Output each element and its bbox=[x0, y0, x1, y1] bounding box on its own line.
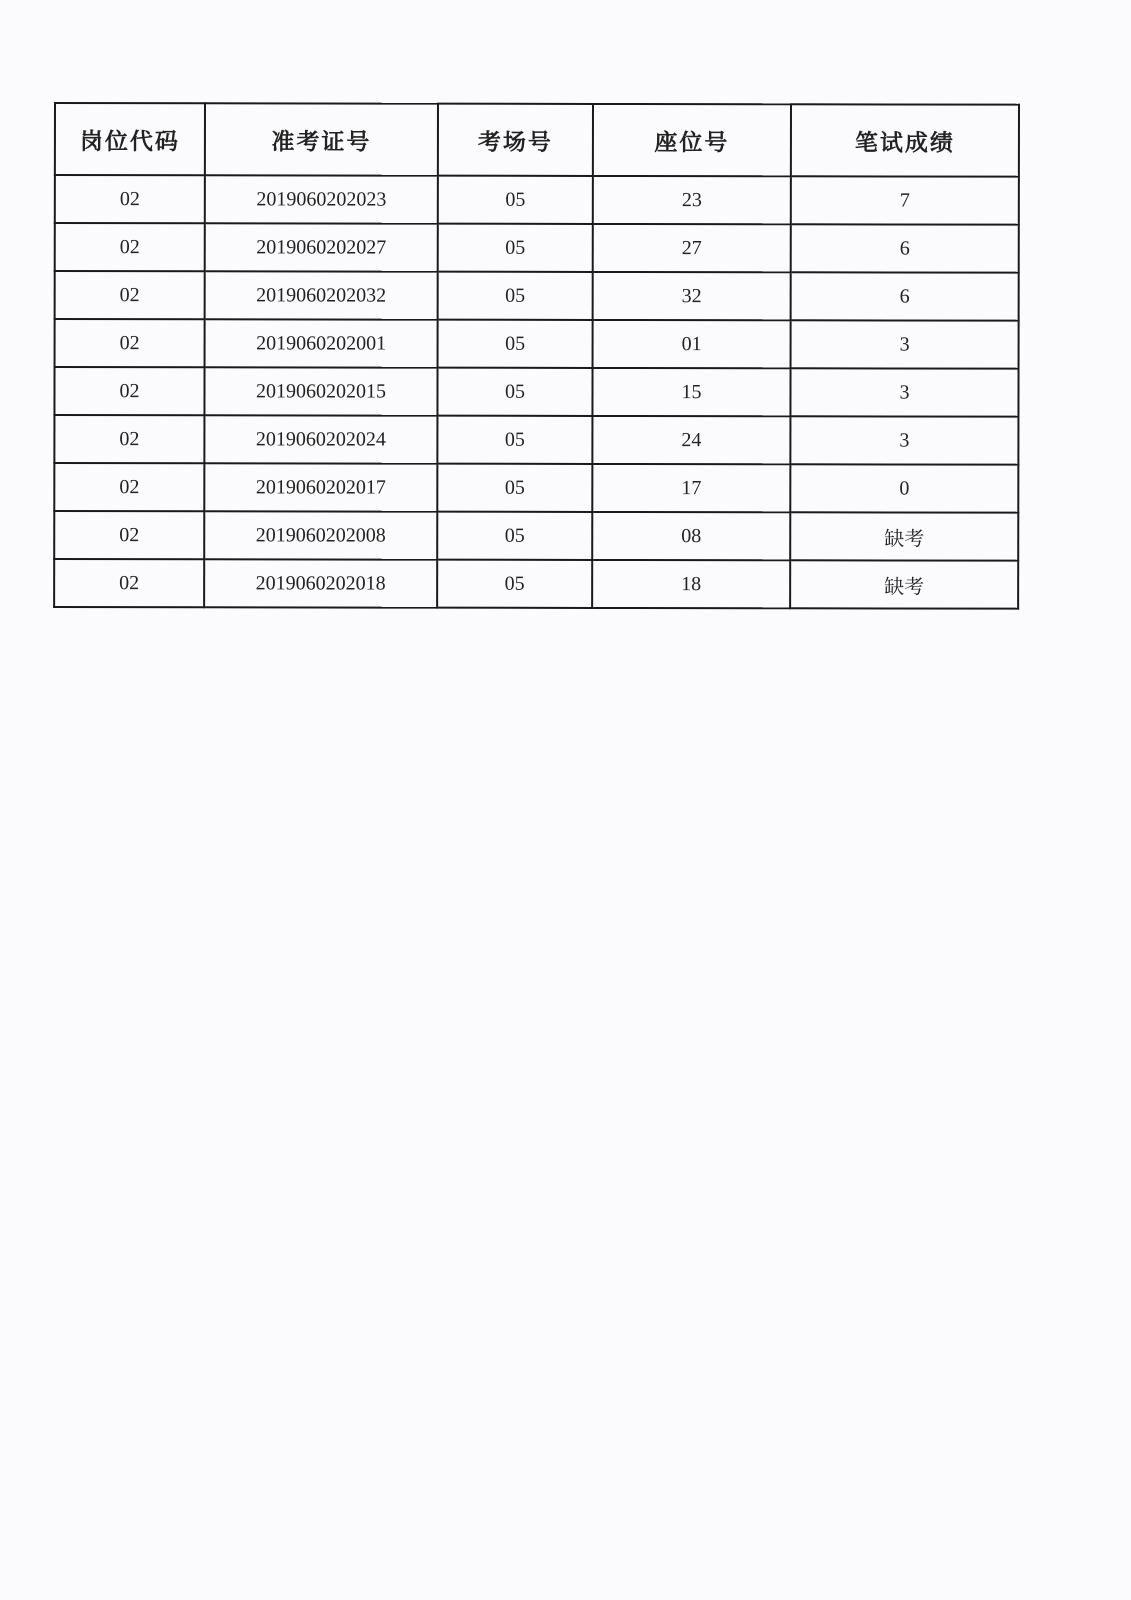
cell-exam-room-number: 05 bbox=[437, 512, 592, 560]
cell-admission-ticket-number: 2019060202032 bbox=[205, 271, 438, 319]
cell-seat-number: 18 bbox=[592, 560, 790, 608]
cell-seat-number: 24 bbox=[592, 416, 790, 464]
cell-seat-number: 15 bbox=[592, 368, 790, 416]
cell-admission-ticket-number: 2019060202008 bbox=[204, 511, 437, 559]
cell-admission-ticket-number: 2019060202023 bbox=[205, 175, 438, 223]
cell-position-code: 02 bbox=[55, 175, 205, 223]
table-row bbox=[54, 415, 1018, 465]
cell-admission-ticket-number: 2019060202027 bbox=[205, 223, 438, 271]
cell-seat-number: 23 bbox=[593, 176, 791, 224]
cell-position-code: 02 bbox=[54, 559, 204, 607]
table-row bbox=[54, 463, 1018, 513]
header-written-score: 笔试成绩 bbox=[791, 104, 1019, 176]
cell-exam-room-number: 05 bbox=[438, 224, 593, 272]
table-row bbox=[55, 271, 1019, 321]
header-position-code: 岗位代码 bbox=[55, 103, 205, 175]
cell-written-score: 缺考 bbox=[790, 560, 1018, 608]
cell-admission-ticket-number: 2019060202015 bbox=[204, 367, 437, 415]
cell-written-score: 3 bbox=[790, 416, 1018, 464]
cell-seat-number: 32 bbox=[593, 272, 791, 320]
table-header-row bbox=[55, 103, 1019, 177]
table-row bbox=[55, 175, 1019, 225]
score-table bbox=[53, 102, 1020, 610]
cell-written-score: 6 bbox=[791, 224, 1019, 272]
cell-exam-room-number: 05 bbox=[437, 464, 592, 512]
cell-admission-ticket-number: 2019060202018 bbox=[204, 559, 437, 607]
cell-written-score: 6 bbox=[791, 272, 1019, 320]
cell-exam-room-number: 05 bbox=[437, 416, 592, 464]
table-row bbox=[55, 223, 1019, 273]
cell-exam-room-number: 05 bbox=[438, 272, 593, 320]
cell-written-score: 3 bbox=[790, 368, 1018, 416]
cell-written-score: 7 bbox=[791, 176, 1019, 224]
table-row bbox=[55, 319, 1019, 369]
cell-admission-ticket-number: 2019060202017 bbox=[204, 463, 437, 511]
cell-position-code: 02 bbox=[54, 511, 204, 559]
cell-seat-number: 08 bbox=[592, 512, 790, 560]
cell-written-score: 0 bbox=[790, 464, 1018, 512]
cell-exam-room-number: 05 bbox=[437, 368, 592, 416]
cell-position-code: 02 bbox=[55, 271, 205, 319]
cell-exam-room-number: 05 bbox=[437, 560, 592, 608]
table-row bbox=[54, 511, 1018, 561]
header-admission-ticket-number: 准考证号 bbox=[205, 103, 438, 175]
cell-position-code: 02 bbox=[54, 415, 204, 463]
cell-exam-room-number: 05 bbox=[438, 320, 593, 368]
cell-position-code: 02 bbox=[54, 367, 204, 415]
table-row bbox=[54, 559, 1018, 609]
cell-position-code: 02 bbox=[54, 463, 204, 511]
header-seat-number: 座位号 bbox=[593, 104, 791, 176]
cell-written-score: 3 bbox=[791, 320, 1019, 368]
cell-admission-ticket-number: 2019060202001 bbox=[205, 319, 438, 367]
cell-admission-ticket-number: 2019060202024 bbox=[204, 415, 437, 463]
cell-position-code: 02 bbox=[55, 319, 205, 367]
cell-seat-number: 17 bbox=[592, 464, 790, 512]
cell-seat-number: 27 bbox=[593, 224, 791, 272]
cell-exam-room-number: 05 bbox=[438, 176, 593, 224]
cell-position-code: 02 bbox=[55, 223, 205, 271]
table-row bbox=[54, 367, 1018, 417]
cell-seat-number: 01 bbox=[593, 320, 791, 368]
header-exam-room-number: 考场号 bbox=[438, 104, 593, 176]
cell-written-score: 缺考 bbox=[790, 512, 1018, 560]
